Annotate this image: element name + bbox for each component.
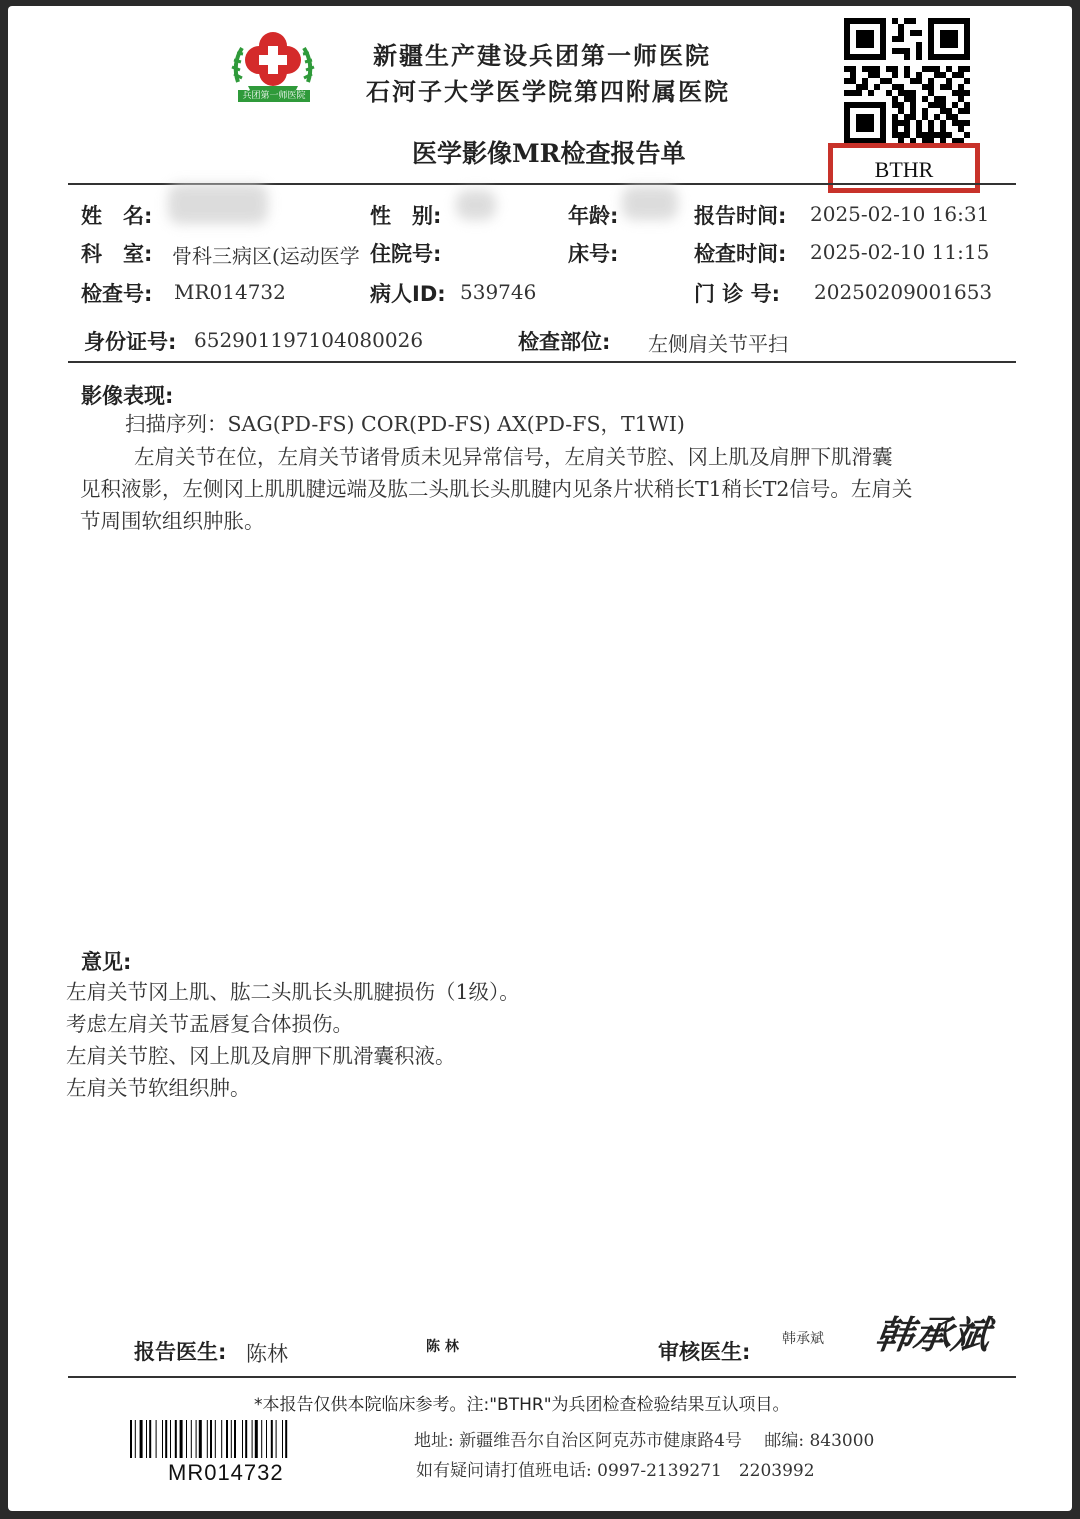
patient-id-label: 病人ID: [370, 282, 446, 306]
impression-item: 考虑左肩关节盂唇复合体损伤。 [66, 1012, 353, 1036]
report-title: 医学影像MR检查报告单 [412, 139, 686, 168]
barcode-text: MR014732 [168, 1460, 284, 1485]
impression-item: 左肩关节冈上肌、肱二头肌长头肌腱损伤（1级）。 [66, 980, 520, 1004]
admission-label: 住院号: [370, 242, 442, 266]
outpatient-value: 20250209001653 [814, 280, 993, 304]
impression-item: 左肩关节腔、冈上肌及肩胛下肌滑囊积液。 [66, 1044, 456, 1068]
scan-sequence: 扫描序列：SAG(PD-FS) COR(PD-FS) AX(PD-FS，T1WI) [125, 412, 685, 436]
sex-label: 性 别: [370, 204, 442, 228]
impression-heading: 意见: [81, 950, 132, 974]
logo-caption: 兵团第一师医院 [238, 90, 310, 102]
exam-time-label: 检查时间: [694, 242, 787, 266]
findings-line2: 见积液影，左侧冈上肌肌腱远端及肱二头肌长头肌腱内见条片状稍长T1稍长T2信号。左肩关 [80, 477, 913, 501]
age-label: 年龄: [568, 204, 619, 228]
exam-no-value: MR014732 [174, 280, 286, 304]
footer-note: *本报告仅供本院临床参考。注:"BTHR"为兵团检查检验结果互认项目。 [254, 1395, 790, 1415]
age-redaction [622, 186, 678, 220]
bed-label: 床号: [568, 242, 619, 266]
hospital-logo [228, 24, 318, 106]
address: 地址: 新疆维吾尔自治区阿克苏市健康路4号 邮编: 843000 [414, 1431, 875, 1451]
qr-code[interactable] [844, 18, 970, 144]
reporter-name: 陈林 [246, 1342, 288, 1366]
findings-line1: 左肩关节在位，左肩关节诸骨质未见异常信号，左肩关节腔、冈上肌及肩胛下肌滑囊 [134, 445, 893, 469]
bthr-tag-text: BTHR [874, 157, 934, 182]
reviewer-handwritten-signature: 韩承斌 [872, 1312, 993, 1357]
patient-id-value: 539746 [460, 280, 537, 304]
footer-divider [68, 1376, 1016, 1378]
id-card-value: 652901197104080026 [194, 328, 424, 352]
exam-time-value: 2025-02-10 11:15 [810, 240, 990, 264]
findings-line3: 节周围软组织肿胀。 [80, 509, 265, 533]
hospital-name-line1: 新疆生产建设兵团第一师医院 [373, 41, 711, 70]
exam-site-value: 左侧肩关节平扫 [648, 332, 788, 356]
outpatient-label: 门 诊 号: [694, 282, 781, 306]
sex-redaction [456, 190, 496, 220]
info-divider [68, 361, 1016, 363]
name-label: 姓 名: [81, 204, 153, 228]
id-card-label: 身份证号: [84, 330, 177, 354]
findings-heading: 影像表现: [81, 384, 174, 408]
hospital-name-line2: 石河子大学医学院第四附属医院 [366, 77, 730, 106]
dept-value: 骨科三病区(运动医学 [172, 244, 360, 268]
duty-phone: 如有疑问请打值班电话: 0997-2139271 2203992 [416, 1461, 815, 1481]
reviewer-print-name: 韩承斌 [782, 1331, 824, 1347]
exam-no-label: 检查号: [81, 282, 153, 306]
reporter-signature: 陈 林 [426, 1339, 459, 1355]
reviewer-label: 审核医生: [658, 1340, 751, 1364]
report-sheet [8, 6, 1072, 1511]
reporter-label: 报告医生: [134, 1340, 227, 1364]
barcode[interactable] [130, 1420, 336, 1458]
dept-label: 科 室: [81, 242, 153, 266]
name-redaction [168, 184, 268, 224]
report-time-value: 2025-02-10 16:31 [810, 202, 990, 226]
report-time-label: 报告时间: [694, 204, 787, 228]
impression-item: 左肩关节软组织肿。 [66, 1076, 251, 1100]
exam-site-label: 检查部位: [518, 330, 611, 354]
